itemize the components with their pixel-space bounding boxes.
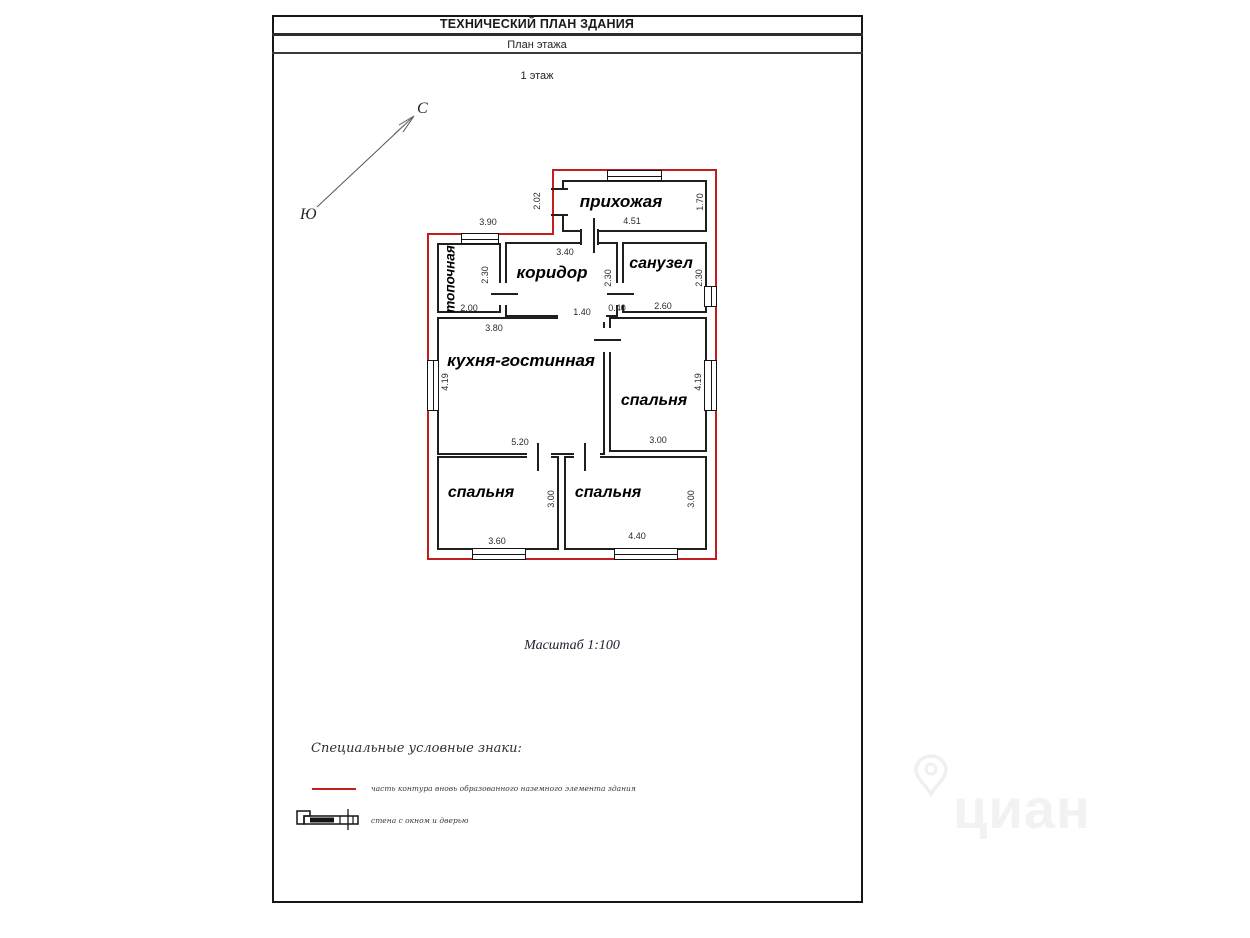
dimension-label: 3.00 — [546, 490, 556, 508]
room-label-corridor: коридор — [516, 263, 588, 282]
scale-label: Масштаб 1:100 — [524, 638, 620, 653]
dimension-label: 1.70 — [695, 193, 705, 211]
watermark-text: циан — [953, 777, 1091, 840]
dimension-label: 2.30 — [480, 266, 490, 284]
compass-arrow — [295, 95, 435, 223]
door-tick — [594, 339, 621, 341]
room-label-entry-hall: прихожая — [579, 192, 663, 211]
dimension-label: 4.19 — [440, 373, 450, 391]
legend-item-label: стена с окном и дверью — [371, 816, 469, 825]
dimension-label: 5.20 — [511, 437, 529, 447]
door-tick — [607, 293, 634, 295]
header-divider-thick — [272, 33, 863, 36]
floor-label: 1 этаж — [520, 70, 554, 82]
passage-wall — [597, 229, 599, 245]
window-symbol — [607, 170, 662, 181]
dimension-label: 3.60 — [488, 536, 506, 546]
door-gap — [560, 190, 566, 214]
window-symbol — [472, 548, 526, 560]
dimension-label: 2.30 — [603, 269, 613, 287]
window-symbol — [427, 360, 439, 411]
new-contour-segment-mid-v — [552, 169, 554, 235]
dimension-label: 2.00 — [460, 303, 478, 313]
door-gap — [574, 452, 600, 461]
room-label-boiler: топочная — [442, 245, 458, 313]
door-tick — [551, 214, 568, 216]
room-label-bedroom: спальня — [574, 484, 642, 501]
legend-red-contour-symbol — [312, 788, 356, 790]
room-kitchen-living — [437, 317, 605, 455]
dimension-label: 0.40 — [608, 303, 626, 313]
watermark-pin-icon — [913, 754, 949, 798]
dimension-label: 3.00 — [649, 435, 667, 445]
dimension-label: 3.00 — [686, 490, 696, 508]
dimension-label: 2.30 — [694, 269, 704, 287]
legend-title: Специальные условные знаки: — [311, 741, 522, 756]
room-label-bedroom: спальня — [447, 484, 515, 501]
header-divider-thin — [272, 52, 863, 54]
dimension-label: 4.19 — [693, 373, 703, 391]
dimension-label: 2.02 — [532, 192, 542, 210]
door-tick — [551, 188, 568, 190]
dimension-label: 3.40 — [556, 247, 574, 257]
window-symbol — [704, 286, 717, 307]
dimension-label: 4.51 — [623, 216, 641, 226]
legend-wall-window-door-symbol — [296, 807, 364, 831]
door-tick — [537, 443, 539, 471]
window-symbol — [704, 360, 717, 411]
window-symbol — [614, 548, 678, 560]
page-subtitle: План этажа — [507, 39, 567, 51]
page-title: ТЕХНИЧЕСКИЙ ПЛАН ЗДАНИЯ — [439, 17, 635, 31]
room-label-kitchen-living: кухня-гостинная — [447, 351, 595, 370]
room-label-bedroom: спальня — [620, 392, 688, 409]
dimension-label: 3.90 — [479, 217, 497, 227]
passage-wall — [580, 229, 582, 245]
room-label-bathroom: санузел — [629, 255, 693, 272]
dimension-label: 3.80 — [485, 323, 503, 333]
door-gap — [527, 452, 551, 461]
legend-item-label: часть контура вновь образованного наземного элемента здания — [371, 784, 636, 793]
compass-south-label: Ю — [300, 206, 317, 223]
door-tick — [593, 218, 595, 253]
dimension-label: 4.40 — [628, 531, 646, 541]
dimension-label: 1.40 — [573, 307, 591, 317]
compass-north-label: С — [417, 100, 428, 117]
door-tick — [491, 293, 518, 295]
dimension-label: 2.60 — [654, 301, 672, 311]
door-tick — [584, 443, 586, 471]
window-symbol — [461, 233, 499, 244]
